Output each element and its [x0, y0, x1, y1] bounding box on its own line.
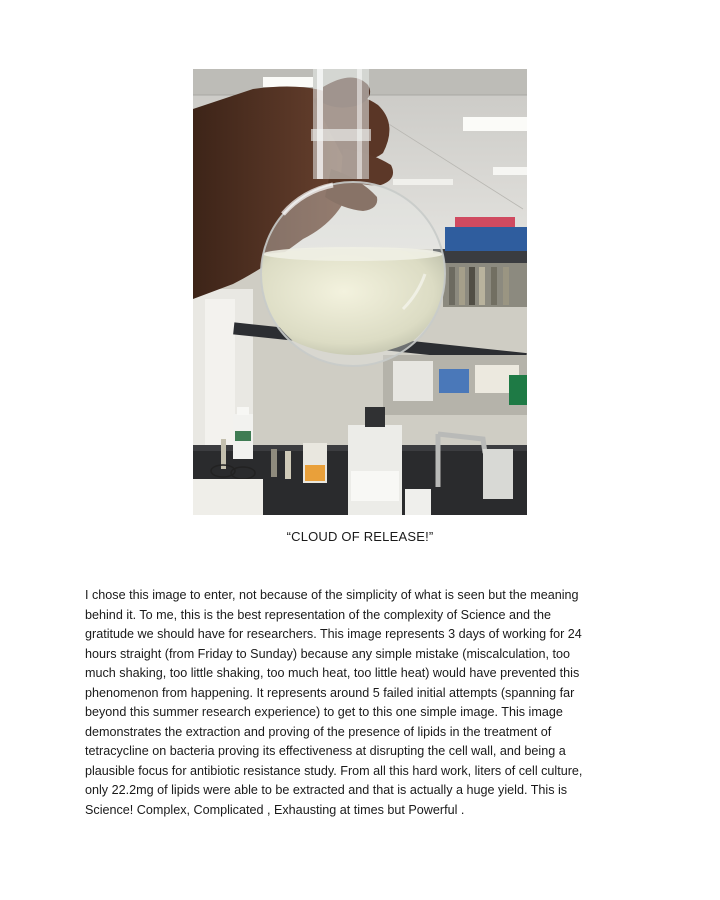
essay-line: phenomenon from happening. It represents around 5 failed initial attempts (spanning far: [85, 685, 575, 700]
lab-photo-illustration: [193, 69, 527, 515]
essay-paragraph: [85, 586, 637, 820]
essay-line: Science! Complex, Complicated , Exhausting at times but Powerful .: [85, 802, 465, 817]
essay-line: tetracycline on bacteria proving its effectiveness at disrupting the cell wall, and being a: [85, 744, 566, 758]
essay-line: gratitude we should have for researchers. This image represents 3 days of working for 24: [85, 627, 582, 641]
essay-line: much shaking, too little shaking, too much heat, too little heat) would have prevented this: [85, 666, 580, 680]
essay-line: behind it. To me, this is the best representation of the complexity of Science and the: [85, 607, 552, 622]
essay-line: demonstrates the extraction and proving of the presence of lipids in the treatment of: [85, 724, 552, 739]
essay-line: only 22.2mg of lipids were able to be extracted and that is actually a huge yield. This is: [85, 783, 568, 797]
essay-line: beyond this summer research experience) to get to this one simple image. This image: [85, 705, 563, 719]
essay-line: hours straight (from Friday to Sunday) because any simple mistake (miscalculation, too: [85, 646, 571, 661]
photo-caption: “CLOUD OF RELEASE!”: [286, 529, 434, 544]
essay-line: plausible focus for antibiotic resistance study. From all this hard work, liters of cell culture,: [85, 763, 583, 778]
lab-photo-flask: [193, 69, 527, 515]
essay-line: I chose this image to enter, not because of the simplicity of what is seen but the meaning: [85, 588, 579, 602]
